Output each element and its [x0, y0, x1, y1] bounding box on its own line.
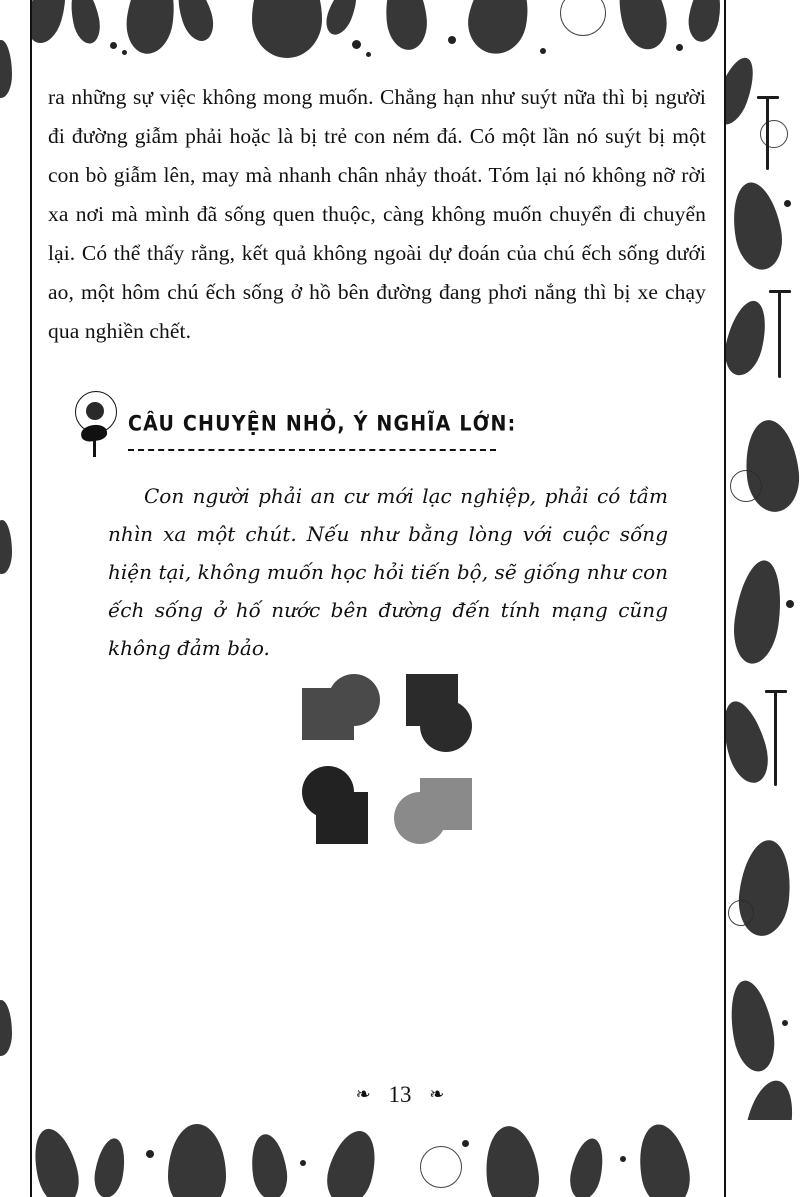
clover-petal-bottom-right	[386, 758, 472, 844]
top-border-decoration	[0, 0, 800, 72]
lesson-text: Con người phải an cư mới lạc nghiệp, phải có tầm nhìn xa một chút. Nếu như bằng lòng với cuộc sống hiện tại, không muốn học hỏi tiến bộ, sẽ giống như con ếch sống ở hố nước bên đường đến tính mạng cũng không đảm bảo.	[108, 484, 668, 660]
right-border-decoration	[726, 0, 800, 1197]
ornament-right-icon: ❧	[429, 1084, 445, 1104]
clover-petal-bottom-left	[302, 758, 388, 844]
clover-petal-top-left	[302, 674, 388, 760]
page-frame-left	[30, 0, 32, 1197]
page-footer	[0, 1082, 800, 1108]
page-frame-right	[724, 0, 726, 1197]
lesson-title: CÂU CHUYỆN NHỎ, Ý NGHĨA LỚN:	[128, 411, 517, 437]
body-paragraph: ra những sự việc không mong muốn. Chẳng hạn như suýt nữa thì bị người đi đường giẫm phải hoặc là bị trẻ con ném đá. Có một lần nó suýt bị một con bò giẫm lên, may mà nhanh chân nhảy thoát. Tóm lại nó không nỡ rời xa nơi mà mình đã sống quen thuộc, càng không muốn chuyển đi chuyển lại. Có thể thấy rằng, kết quả không ngoài dự đoán của chú ếch sống dưới ao, một hôm chú ếch sống ở hồ bên đường đang phơi nắng thì bị xe chạy qua nghiền chết.	[48, 85, 706, 343]
left-border-decoration	[0, 0, 30, 1197]
four-leaf-clover-illustration	[300, 672, 470, 842]
pushpin-icon	[70, 391, 128, 457]
page-content	[48, 78, 706, 687]
lesson-heading	[70, 391, 706, 457]
bottom-border-decoration	[0, 1120, 800, 1197]
ornament-left-icon: ❧	[355, 1084, 371, 1104]
lesson-divider	[128, 449, 496, 451]
page-number: 13	[388, 1082, 412, 1107]
clover-petal-top-right	[386, 674, 472, 760]
